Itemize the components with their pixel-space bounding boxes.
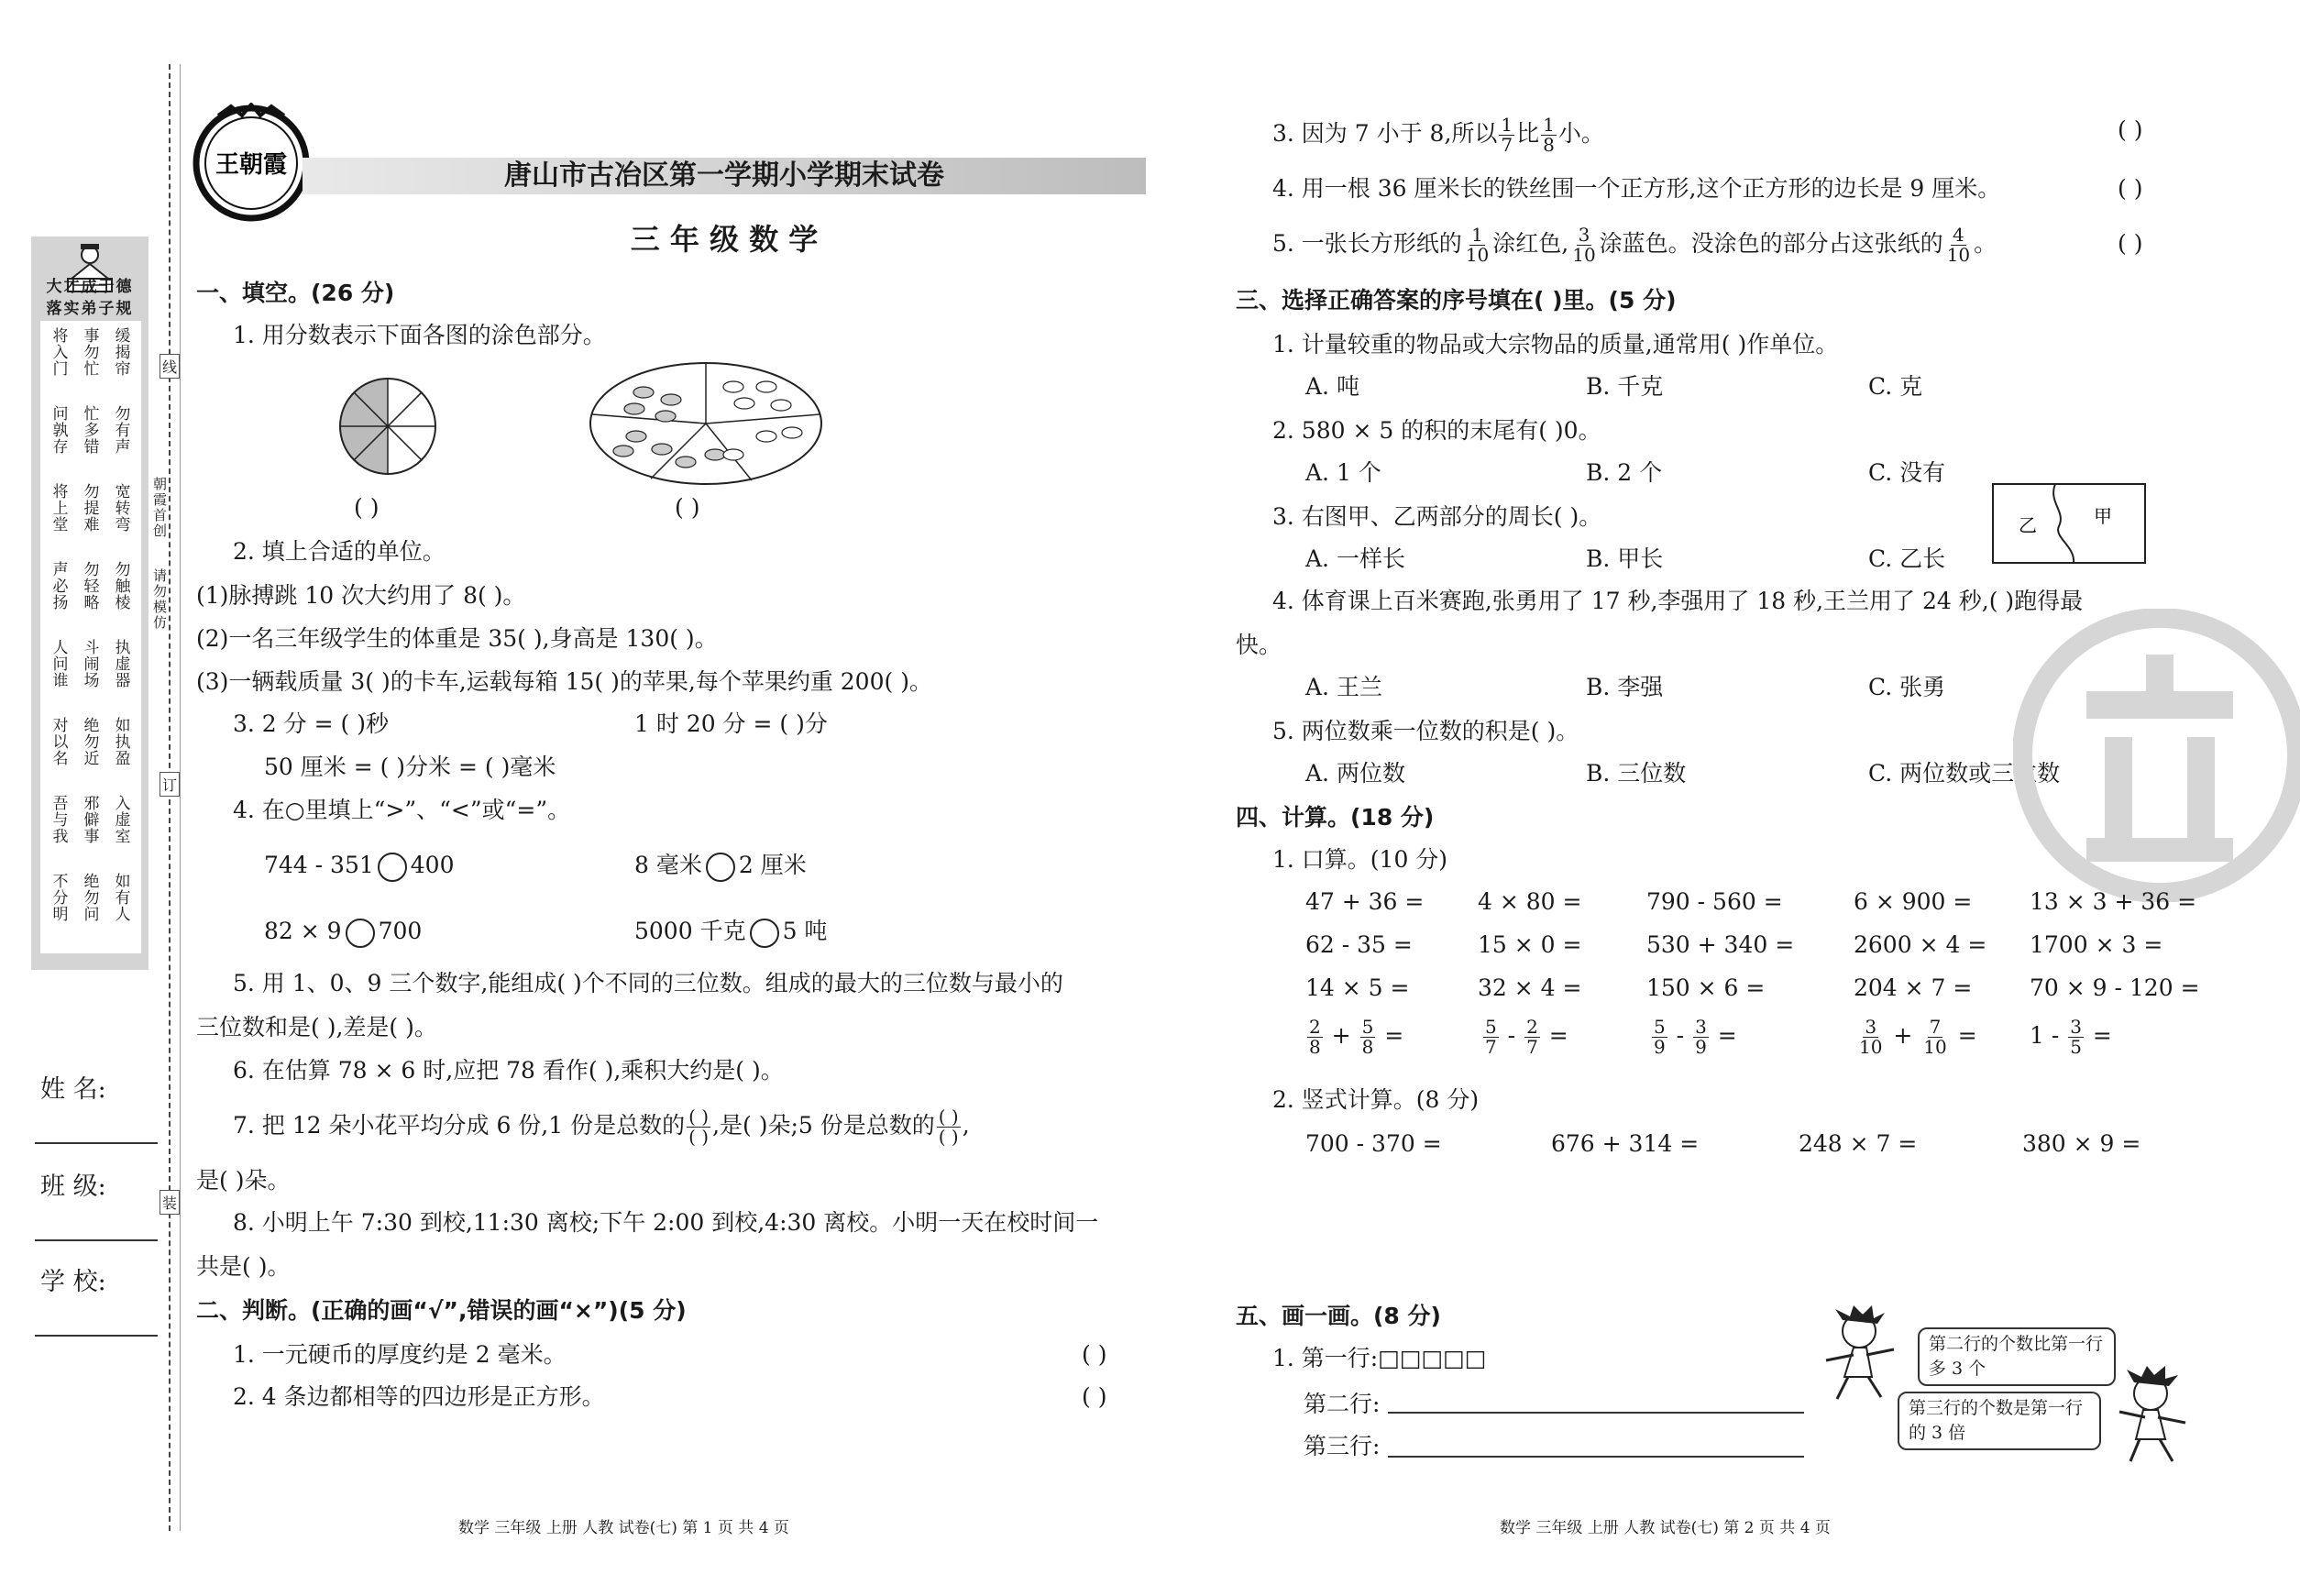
sidebar-rule-char: 执 xyxy=(115,733,131,752)
choice-4-option-c[interactable]: C. 张勇 xyxy=(1868,674,1946,700)
fraction-1-7 xyxy=(1499,116,1514,155)
question-1-7-text-c: , xyxy=(962,1112,970,1139)
sidebar-rule-column xyxy=(50,484,72,534)
sidebar-rule-char: 略 xyxy=(83,594,100,612)
fraction-numerator: 3 xyxy=(1865,1016,1877,1038)
question-1-5-line-1: 5. 用 1、0、9 三个数字,能组成( )个不同的三位数。组成的最大的三位数与最小的 xyxy=(233,970,1063,996)
sidebar-rule-char: 人 xyxy=(52,639,69,657)
perimeter-figure xyxy=(1991,482,2147,568)
sidebar-motto-2: 落实弟子规 xyxy=(46,300,134,318)
sidebar-rule-char: 上 xyxy=(52,500,69,518)
sidebar-rule-char: 扬 xyxy=(52,594,69,612)
fraction-1-8 xyxy=(1541,116,1557,155)
question-1-2-3: (3)一辆载质量 3( )的卡车,运载每箱 15( )的苹果,每个苹果约重 200( )。 xyxy=(196,668,932,695)
fraction-denominator: ( ) xyxy=(688,1126,710,1148)
sidebar-rule-column xyxy=(50,640,72,689)
choice-1: 1. 计量较重的物品或大宗物品的质量,通常用( )作单位。 xyxy=(1272,331,1839,358)
sidebar-rule-char: 入 xyxy=(115,795,131,813)
question-1-3-c: 50 厘米 = ( )分米 = ( )毫米 xyxy=(264,754,556,780)
oral-calc-item: 150 × 6 = xyxy=(1646,974,1766,1001)
fraction-numerator: 1 xyxy=(1471,224,1483,246)
oral-calc-item: 32 × 4 = xyxy=(1478,974,1582,1001)
sidebar-rule-char: 闹 xyxy=(83,655,100,674)
school-field[interactable] xyxy=(35,1335,158,1337)
sidebar-rule-char: 虚 xyxy=(115,655,131,674)
sidebar-rule-char: 人 xyxy=(115,906,131,924)
fraction-calc-item xyxy=(1305,1018,1403,1057)
judge-5 xyxy=(1272,226,1997,265)
vertical-calc-item: 700 - 370 = xyxy=(1305,1130,1442,1157)
fraction-numerator: 1 xyxy=(1543,114,1555,136)
judge-5-text-d: 。 xyxy=(1974,230,1997,257)
compare-item-b xyxy=(634,851,807,882)
operator: + xyxy=(1324,1022,1359,1049)
fraction-numerator: 3 xyxy=(2070,1016,2082,1038)
choice-5: 5. 两位数乘一位数的积是( )。 xyxy=(1272,718,1579,744)
sidebar-rule-char: 存 xyxy=(52,438,69,457)
section-1-title: 一、填空。(26 分) xyxy=(196,280,395,306)
seal-char-1: 线 xyxy=(160,354,180,379)
question-1-2-1: (1)脉搏跳 10 次大约用了 8( )。 xyxy=(196,582,526,609)
sidebar-rule-char: 绝 xyxy=(83,873,100,891)
sidebar-rule-char: 将 xyxy=(52,483,69,501)
fraction-denominator: 7 xyxy=(1485,1036,1497,1058)
sidebar-rule-char: 对 xyxy=(52,717,69,735)
fraction xyxy=(1307,1018,1323,1057)
sidebar-rule-column xyxy=(112,562,134,611)
fraction xyxy=(1483,1018,1499,1057)
judge-5-text-a: 5. 一张长方形纸的 xyxy=(1272,230,1462,257)
fraction-calc-item xyxy=(2030,1018,2112,1057)
hint-bubble-1: 第二行的个数比第一行多 3 个 xyxy=(1918,1327,2116,1386)
fraction xyxy=(1524,1018,1540,1057)
sidebar-rule-char: 问 xyxy=(52,655,69,674)
choice-3: 3. 右图甲、乙两部分的周长( )。 xyxy=(1272,503,1602,530)
sidebar-rule-column xyxy=(81,796,103,845)
sidebar-rule-column xyxy=(112,640,134,689)
sidebar-rule-column xyxy=(112,874,134,923)
section-5-title: 五、画一画。(8 分) xyxy=(1236,1303,1441,1329)
choice-5-option-b[interactable]: B. 三位数 xyxy=(1586,760,1687,787)
oral-calc-item: 4 × 80 = xyxy=(1478,888,1582,915)
fraction-numerator: 2 xyxy=(1526,1016,1538,1038)
sidebar-rule-char: 有 xyxy=(115,889,131,908)
oral-calc-item: 13 × 3 + 36 = xyxy=(2030,888,2197,915)
sidebar-rule-char: 我 xyxy=(52,828,69,846)
choice-2-option-b[interactable]: B. 2 个 xyxy=(1586,459,1663,486)
fraction-denominator: 10 xyxy=(1946,244,1971,266)
fraction-denominator: ( ) xyxy=(938,1126,959,1148)
judge-3-text-c: 小。 xyxy=(1557,120,1604,147)
judge-3-answer[interactable]: ( ) xyxy=(2118,116,2143,143)
oral-calc-item: 2600 × 4 = xyxy=(1854,931,1987,958)
sidebar-rule-char: 斗 xyxy=(83,639,100,657)
sidebar-rule-char: 声 xyxy=(115,438,131,457)
compare-item-a xyxy=(264,851,455,882)
vertical-calc-item: 248 × 7 = xyxy=(1799,1130,1918,1157)
compare-d-right: 5 吨 xyxy=(782,918,828,944)
compare-a-left: 744 - 351 xyxy=(264,852,374,878)
oral-calc-item: 790 - 560 = xyxy=(1646,888,1783,915)
vertical-note-2: 请勿模仿 xyxy=(151,568,168,631)
judge-2-answer[interactable]: ( ) xyxy=(1082,1383,1107,1410)
sidebar-rule-char: 与 xyxy=(52,811,69,830)
choice-5-option-c[interactable]: C. 两位数或三位数 xyxy=(1868,760,2061,787)
compare-item-c xyxy=(264,917,422,948)
vertical-note-1: 朝霞首创 xyxy=(151,477,168,539)
operator: - xyxy=(2043,1022,2067,1049)
judge-5-text-c: 涂蓝色。没涂色的部分占这张纸的 xyxy=(1599,230,1943,257)
operator: - xyxy=(1500,1022,1524,1049)
footer-page-1: 数学 三年级 上册 人教 试卷(七) 第 1 页 共 4 页 xyxy=(458,1519,789,1537)
sidebar-rule-char: 必 xyxy=(52,578,69,596)
sidebar-rule-char: 勿 xyxy=(115,405,131,424)
sidebar-motto-1: 大才成于德 xyxy=(46,278,134,296)
sidebar-rule-char: 器 xyxy=(115,672,131,690)
question-1-7-text-a: 7. 把 12 朵小花平均分成 6 份,1 份是总数的 xyxy=(233,1112,686,1139)
sidebar-rule-char: 提 xyxy=(83,500,100,518)
sidebar-rule-column xyxy=(81,718,103,767)
fraction-numerator: ( ) xyxy=(938,1106,959,1128)
sidebar-rule-char: 盈 xyxy=(115,750,131,768)
judge-4: 4. 用一根 36 厘米长的铁丝围一个正方形,这个正方形的边长是 9 厘米。 xyxy=(1272,175,2001,202)
sidebar-rule-char: 谁 xyxy=(52,672,69,690)
section-2-title: 二、判断。(正确的画“√”,错误的画“×”)(5 分) xyxy=(196,1297,687,1324)
compare-item-d xyxy=(634,917,827,948)
sidebar-rule-char: 难 xyxy=(83,516,100,534)
brand-logo-text: 王朝霞 xyxy=(215,151,288,179)
fraction-denominator: 8 xyxy=(1543,134,1555,156)
sidebar-rule-char: 以 xyxy=(52,733,69,752)
judge-1-answer[interactable]: ( ) xyxy=(1082,1341,1107,1368)
compare-c-circle[interactable] xyxy=(346,919,375,948)
choice-4-option-a[interactable]: A. 王兰 xyxy=(1305,674,1382,700)
choice-5-option-a[interactable]: A. 两位数 xyxy=(1305,760,1405,787)
question-1-5-line-2: 三位数和是( ),差是( )。 xyxy=(196,1014,437,1040)
judge-3-text-a: 3. 因为 7 小于 8,所以 xyxy=(1272,120,1498,147)
fraction-denominator: 7 xyxy=(1526,1036,1538,1058)
oral-calc-item: 6 × 900 = xyxy=(1854,888,1973,915)
hint-bubble-2: 第三行的个数是第一行的 3 倍 xyxy=(1898,1392,2101,1450)
sidebar-rule-char: 将 xyxy=(52,327,69,346)
sidebar-rule-char: 勿 xyxy=(83,733,100,752)
fraction-numerator: 5 xyxy=(1485,1016,1497,1038)
sidebar-rule-char: 入 xyxy=(52,344,69,362)
choice-1-option-c[interactable]: C. 克 xyxy=(1868,373,1923,400)
fraction-numerator: 5 xyxy=(1361,1016,1374,1038)
fraction xyxy=(1857,1018,1884,1057)
fraction-1-10 xyxy=(1464,226,1491,265)
sidebar-rule-column xyxy=(50,562,72,611)
confidential-watermark-icon xyxy=(2013,609,2300,906)
question-1-7-text-b: ,是( )朵;5 份是总数的 xyxy=(712,1112,935,1139)
sidebar-rule-char: 问 xyxy=(83,906,100,924)
question-1-8-line-2: 共是( )。 xyxy=(196,1253,291,1280)
sidebar-rule-char: 孰 xyxy=(52,422,69,440)
oral-calc-item: 530 + 340 = xyxy=(1646,931,1795,958)
choice-4-option-b[interactable]: B. 李强 xyxy=(1586,674,1664,700)
fraction-denominator: 9 xyxy=(1654,1036,1666,1058)
judge-5-answer[interactable]: ( ) xyxy=(2118,230,2143,257)
sidebar-rule-column xyxy=(81,406,103,456)
fraction xyxy=(1360,1018,1376,1057)
whole-number: 1 xyxy=(2030,1022,2044,1049)
class-field[interactable] xyxy=(35,1239,158,1241)
oral-calc-item: 14 × 5 = xyxy=(1305,974,1410,1001)
question-1-7-line-2: 是( )朵。 xyxy=(196,1167,291,1194)
sidebar-rule-column xyxy=(112,796,134,845)
sidebar-rule-char: 不 xyxy=(52,873,69,891)
sidebar-rule-column xyxy=(50,328,72,378)
question-1-7-line-1 xyxy=(233,1107,970,1147)
sidebar-rule-column xyxy=(112,718,134,767)
fraction-calc-item xyxy=(1855,1018,1977,1057)
page-title: 唐山市古冶区第一学期小学期末试卷 xyxy=(504,160,944,192)
draw-row-2-line[interactable] xyxy=(1388,1412,1804,1414)
carrot-plate-figure xyxy=(587,359,825,491)
compare-d-circle[interactable] xyxy=(750,919,779,948)
fraction-denominator: 10 xyxy=(1465,244,1490,266)
oral-calc-item: 204 × 7 = xyxy=(1854,974,1973,1001)
judge-2: 2. 4 条边都相等的四边形是正方形。 xyxy=(233,1383,605,1410)
draw-row-3-label: 第三行: xyxy=(1304,1433,1381,1459)
operator: + xyxy=(1886,1022,1920,1049)
sidebar-rule-column xyxy=(112,484,134,534)
judge-3-text-b: 比 xyxy=(1516,120,1540,147)
compare-b-left: 8 毫米 xyxy=(634,852,702,878)
fraction-denominator: 10 xyxy=(1572,244,1596,266)
question-1-2-2: (2)一名三年级学生的体重是 35( ),身高是 130( )。 xyxy=(196,625,718,652)
compare-c-right: 700 xyxy=(378,918,423,944)
fraction-calc-item xyxy=(1481,1018,1568,1057)
sidebar-rule-column xyxy=(81,562,103,611)
sidebar-rule-char: 堂 xyxy=(52,516,69,534)
footer-page-2: 数学 三年级 上册 人教 试卷(七) 第 2 页 共 4 页 xyxy=(1500,1519,1831,1537)
oral-calc-item: 15 × 0 = xyxy=(1478,931,1582,958)
sidebar-rule-column xyxy=(50,718,72,767)
fraction-blank-2[interactable] xyxy=(937,1107,961,1147)
equals-sign: = xyxy=(1541,1022,1568,1049)
operator: - xyxy=(1668,1022,1692,1049)
question-1-6: 6. 在估算 78 × 6 时,应把 78 看作( ),乘积大约是( )。 xyxy=(233,1057,784,1084)
sidebar-rule-column xyxy=(81,484,103,534)
fraction-3-10 xyxy=(1570,226,1597,265)
sidebar-rule-char: 声 xyxy=(52,561,69,579)
compare-c-left: 82 × 9 xyxy=(264,918,342,944)
sidebar-rule-char: 有 xyxy=(115,422,131,440)
fraction xyxy=(1652,1018,1667,1057)
shaded-circle-figure xyxy=(337,376,438,480)
sidebar-rule-char: 勿 xyxy=(83,561,100,579)
oral-calc-item: 47 + 36 = xyxy=(1305,888,1425,915)
fraction xyxy=(1693,1018,1709,1057)
sidebar-rule-char: 揭 xyxy=(115,344,131,362)
fraction-denominator: 10 xyxy=(1923,1036,1947,1058)
sidebar-rule-column xyxy=(81,640,103,689)
fraction-numerator: 1 xyxy=(1501,114,1513,136)
fraction-denominator: 5 xyxy=(2070,1036,2082,1058)
sidebar-rule-column xyxy=(81,328,103,378)
choice-2-option-a[interactable]: A. 1 个 xyxy=(1305,459,1381,486)
sidebar-rules-grid xyxy=(40,321,141,953)
class-label: 班 级: xyxy=(40,1172,106,1201)
judge-1: 1. 一元硬币的厚度约是 2 毫米。 xyxy=(233,1341,567,1368)
fraction-blank-1[interactable] xyxy=(687,1107,710,1147)
question-1-1-answer-a[interactable]: ( ) xyxy=(354,494,380,521)
fraction-numerator: 7 xyxy=(1929,1016,1942,1038)
fraction-numerator: ( ) xyxy=(688,1106,710,1128)
equals-sign: = xyxy=(2085,1022,2112,1049)
choice-4-line-1: 4. 体育课上百米赛跑,张勇用了 17 秒,李强用了 18 秒,王兰用了 24 秒,( )跑得最 xyxy=(1272,588,2084,614)
fraction-numerator: 3 xyxy=(1695,1016,1707,1038)
sidebar-rule-char: 事 xyxy=(83,828,100,846)
section-3-title: 三、选择正确答案的序号填在( )里。(5 分) xyxy=(1236,287,1677,314)
vertical-calc-item: 380 × 9 = xyxy=(2022,1130,2141,1157)
name-field[interactable] xyxy=(35,1142,158,1144)
fraction-denominator: 7 xyxy=(1501,134,1513,156)
sidebar-rule-char: 勿 xyxy=(83,344,100,362)
sidebar-rule-char: 轻 xyxy=(83,578,100,596)
question-1-3-a: 3. 2 分 = ( )秒 xyxy=(233,710,389,737)
fraction-numerator: 3 xyxy=(1578,224,1590,246)
compare-d-left: 5000 千克 xyxy=(634,918,746,944)
question-1-1-answer-b[interactable]: ( ) xyxy=(675,494,700,521)
sidebar-rule-char: 如 xyxy=(115,717,131,735)
sidebar-rule-char: 门 xyxy=(52,360,69,379)
equals-sign: = xyxy=(1950,1022,1977,1049)
sidebar-rule-char: 转 xyxy=(115,500,131,518)
judge-3 xyxy=(1272,116,1604,155)
sidebar-rule-char: 如 xyxy=(115,873,131,891)
choice-1-option-b[interactable]: B. 千克 xyxy=(1586,373,1664,400)
cartoon-kid-1-icon xyxy=(1817,1304,1909,1408)
fraction-denominator: 9 xyxy=(1695,1036,1707,1058)
sidebar-rule-char: 问 xyxy=(52,405,69,424)
equals-sign: = xyxy=(1710,1022,1737,1049)
name-label: 姓 名: xyxy=(40,1075,106,1104)
seal-char-3: 装 xyxy=(160,1190,180,1215)
sidebar-rule-column xyxy=(50,406,72,456)
sidebar-rule-char: 分 xyxy=(52,889,69,908)
cartoon-kid-2-icon xyxy=(2105,1366,2196,1470)
choice-3-option-a[interactable]: A. 一样长 xyxy=(1305,545,1405,572)
choice-3-option-b[interactable]: B. 甲长 xyxy=(1586,545,1664,572)
region-jia-label: 甲 xyxy=(2094,505,2112,527)
choice-2: 2. 580 × 5 的积的末尾有( )0。 xyxy=(1272,417,1601,444)
fraction-denominator: 10 xyxy=(1859,1036,1883,1058)
sidebar-rule-column xyxy=(50,874,72,923)
sidebar-rule-char: 忙 xyxy=(83,405,100,424)
fraction-denominator: 8 xyxy=(1309,1036,1321,1058)
subject-title: 三 年 级 数 学 xyxy=(630,222,819,257)
question-1-1: 1. 用分数表示下面各图的涂色部分。 xyxy=(233,322,606,348)
question-1-2: 2. 填上合适的单位。 xyxy=(233,538,446,565)
brand-logo xyxy=(191,103,312,227)
compare-b-circle[interactable] xyxy=(706,853,735,882)
sidebar-rule-char: 室 xyxy=(115,828,131,846)
fraction-calc-item xyxy=(1650,1018,1737,1057)
sidebar-rule-char: 勿 xyxy=(83,483,100,501)
fraction xyxy=(2068,1018,2084,1057)
fraction xyxy=(1921,1018,1948,1057)
sidebar-rule-column xyxy=(112,328,134,378)
sidebar-rule-char: 吾 xyxy=(52,795,69,813)
question-1-4: 4. 在○里填上“>”、“<”或“=”。 xyxy=(233,797,571,823)
sidebar-rule-char: 绝 xyxy=(83,717,100,735)
oral-calc-item: 70 × 9 - 120 = xyxy=(2030,974,2200,1001)
school-label: 学 校: xyxy=(40,1268,106,1296)
draw-row-1: 1. 第一行:□□□□□ xyxy=(1272,1345,1487,1371)
sidebar-rule-char: 邪 xyxy=(83,795,100,813)
compare-a-circle[interactable] xyxy=(378,853,407,882)
region-yi-label: 乙 xyxy=(2019,514,2037,536)
sidebar-rule-char: 多 xyxy=(83,422,100,440)
sidebar-rule-char: 宽 xyxy=(115,483,131,501)
vertical-calc-item: 676 + 314 = xyxy=(1551,1130,1700,1157)
section-4-title: 四、计算。(18 分) xyxy=(1236,804,1435,831)
question-1-3-b: 1 时 20 分 = ( )分 xyxy=(634,710,828,737)
choice-3-option-c[interactable]: C. 乙长 xyxy=(1868,545,1946,572)
sidebar-rule-char: 忙 xyxy=(83,360,100,379)
sidebar-rule-char: 执 xyxy=(115,639,131,657)
sidebar-rule-column xyxy=(50,796,72,845)
choice-2-option-c[interactable]: C. 没有 xyxy=(1868,459,1946,486)
sidebar-rule-char: 虚 xyxy=(115,811,131,830)
oral-calc-item: 62 - 35 = xyxy=(1305,931,1413,958)
sidebar-rule-char: 勿 xyxy=(83,889,100,908)
sidebar-rule-char: 名 xyxy=(52,750,69,768)
binding-line-2 xyxy=(180,64,181,1531)
sidebar-rule-char: 勿 xyxy=(115,561,131,579)
fraction-numerator: 2 xyxy=(1309,1016,1321,1038)
choice-4-line-2: 快。 xyxy=(1236,632,1282,658)
equals-sign: = xyxy=(1377,1022,1404,1049)
seal-char-2: 订 xyxy=(160,772,180,797)
sidebar-rule-char: 场 xyxy=(83,672,100,690)
question-1-8-line-1: 8. 小明上午 7:30 到校,11:30 离校;下午 2:00 到校,4:30 离校。小明一天在校时间一 xyxy=(233,1209,1099,1236)
calc-1-title: 1. 口算。(10 分) xyxy=(1272,846,1448,873)
fraction-4-10 xyxy=(1945,226,1972,265)
fraction-numerator: 4 xyxy=(1953,224,1964,246)
fraction-numerator: 5 xyxy=(1654,1016,1666,1038)
judge-4-answer[interactable]: ( ) xyxy=(2118,175,2143,202)
sidebar-rule-char: 事 xyxy=(83,327,100,346)
draw-row-2-label: 第二行: xyxy=(1304,1391,1381,1417)
calc-2-title: 2. 竖式计算。(8 分) xyxy=(1272,1086,1480,1113)
draw-row-3-line[interactable] xyxy=(1388,1456,1804,1458)
sidebar-rule-char: 明 xyxy=(52,906,69,924)
sidebar-rules-panel xyxy=(31,237,149,970)
sidebar-rule-char: 错 xyxy=(83,438,100,457)
compare-a-right: 400 xyxy=(410,852,455,878)
binding-dashed-line xyxy=(169,64,171,1531)
compare-b-right: 2 厘米 xyxy=(738,852,807,878)
sidebar-rule-char: 缓 xyxy=(115,327,131,346)
sidebar-rule-column xyxy=(112,406,134,456)
sidebar-rule-char: 帘 xyxy=(115,360,131,379)
sidebar-rule-column xyxy=(81,874,103,923)
sidebar-rule-char: 僻 xyxy=(83,811,100,830)
choice-1-option-a[interactable]: A. 吨 xyxy=(1305,373,1359,400)
sidebar-rule-char: 弯 xyxy=(115,516,131,534)
sidebar-rule-char: 触 xyxy=(115,578,131,596)
sidebar-rule-char: 棱 xyxy=(115,594,131,612)
fraction-denominator: 8 xyxy=(1361,1036,1374,1058)
sidebar-rule-char: 近 xyxy=(83,750,100,768)
oral-calc-item: 1700 × 3 = xyxy=(2030,931,2163,958)
judge-5-text-b: 涂红色, xyxy=(1492,230,1569,257)
